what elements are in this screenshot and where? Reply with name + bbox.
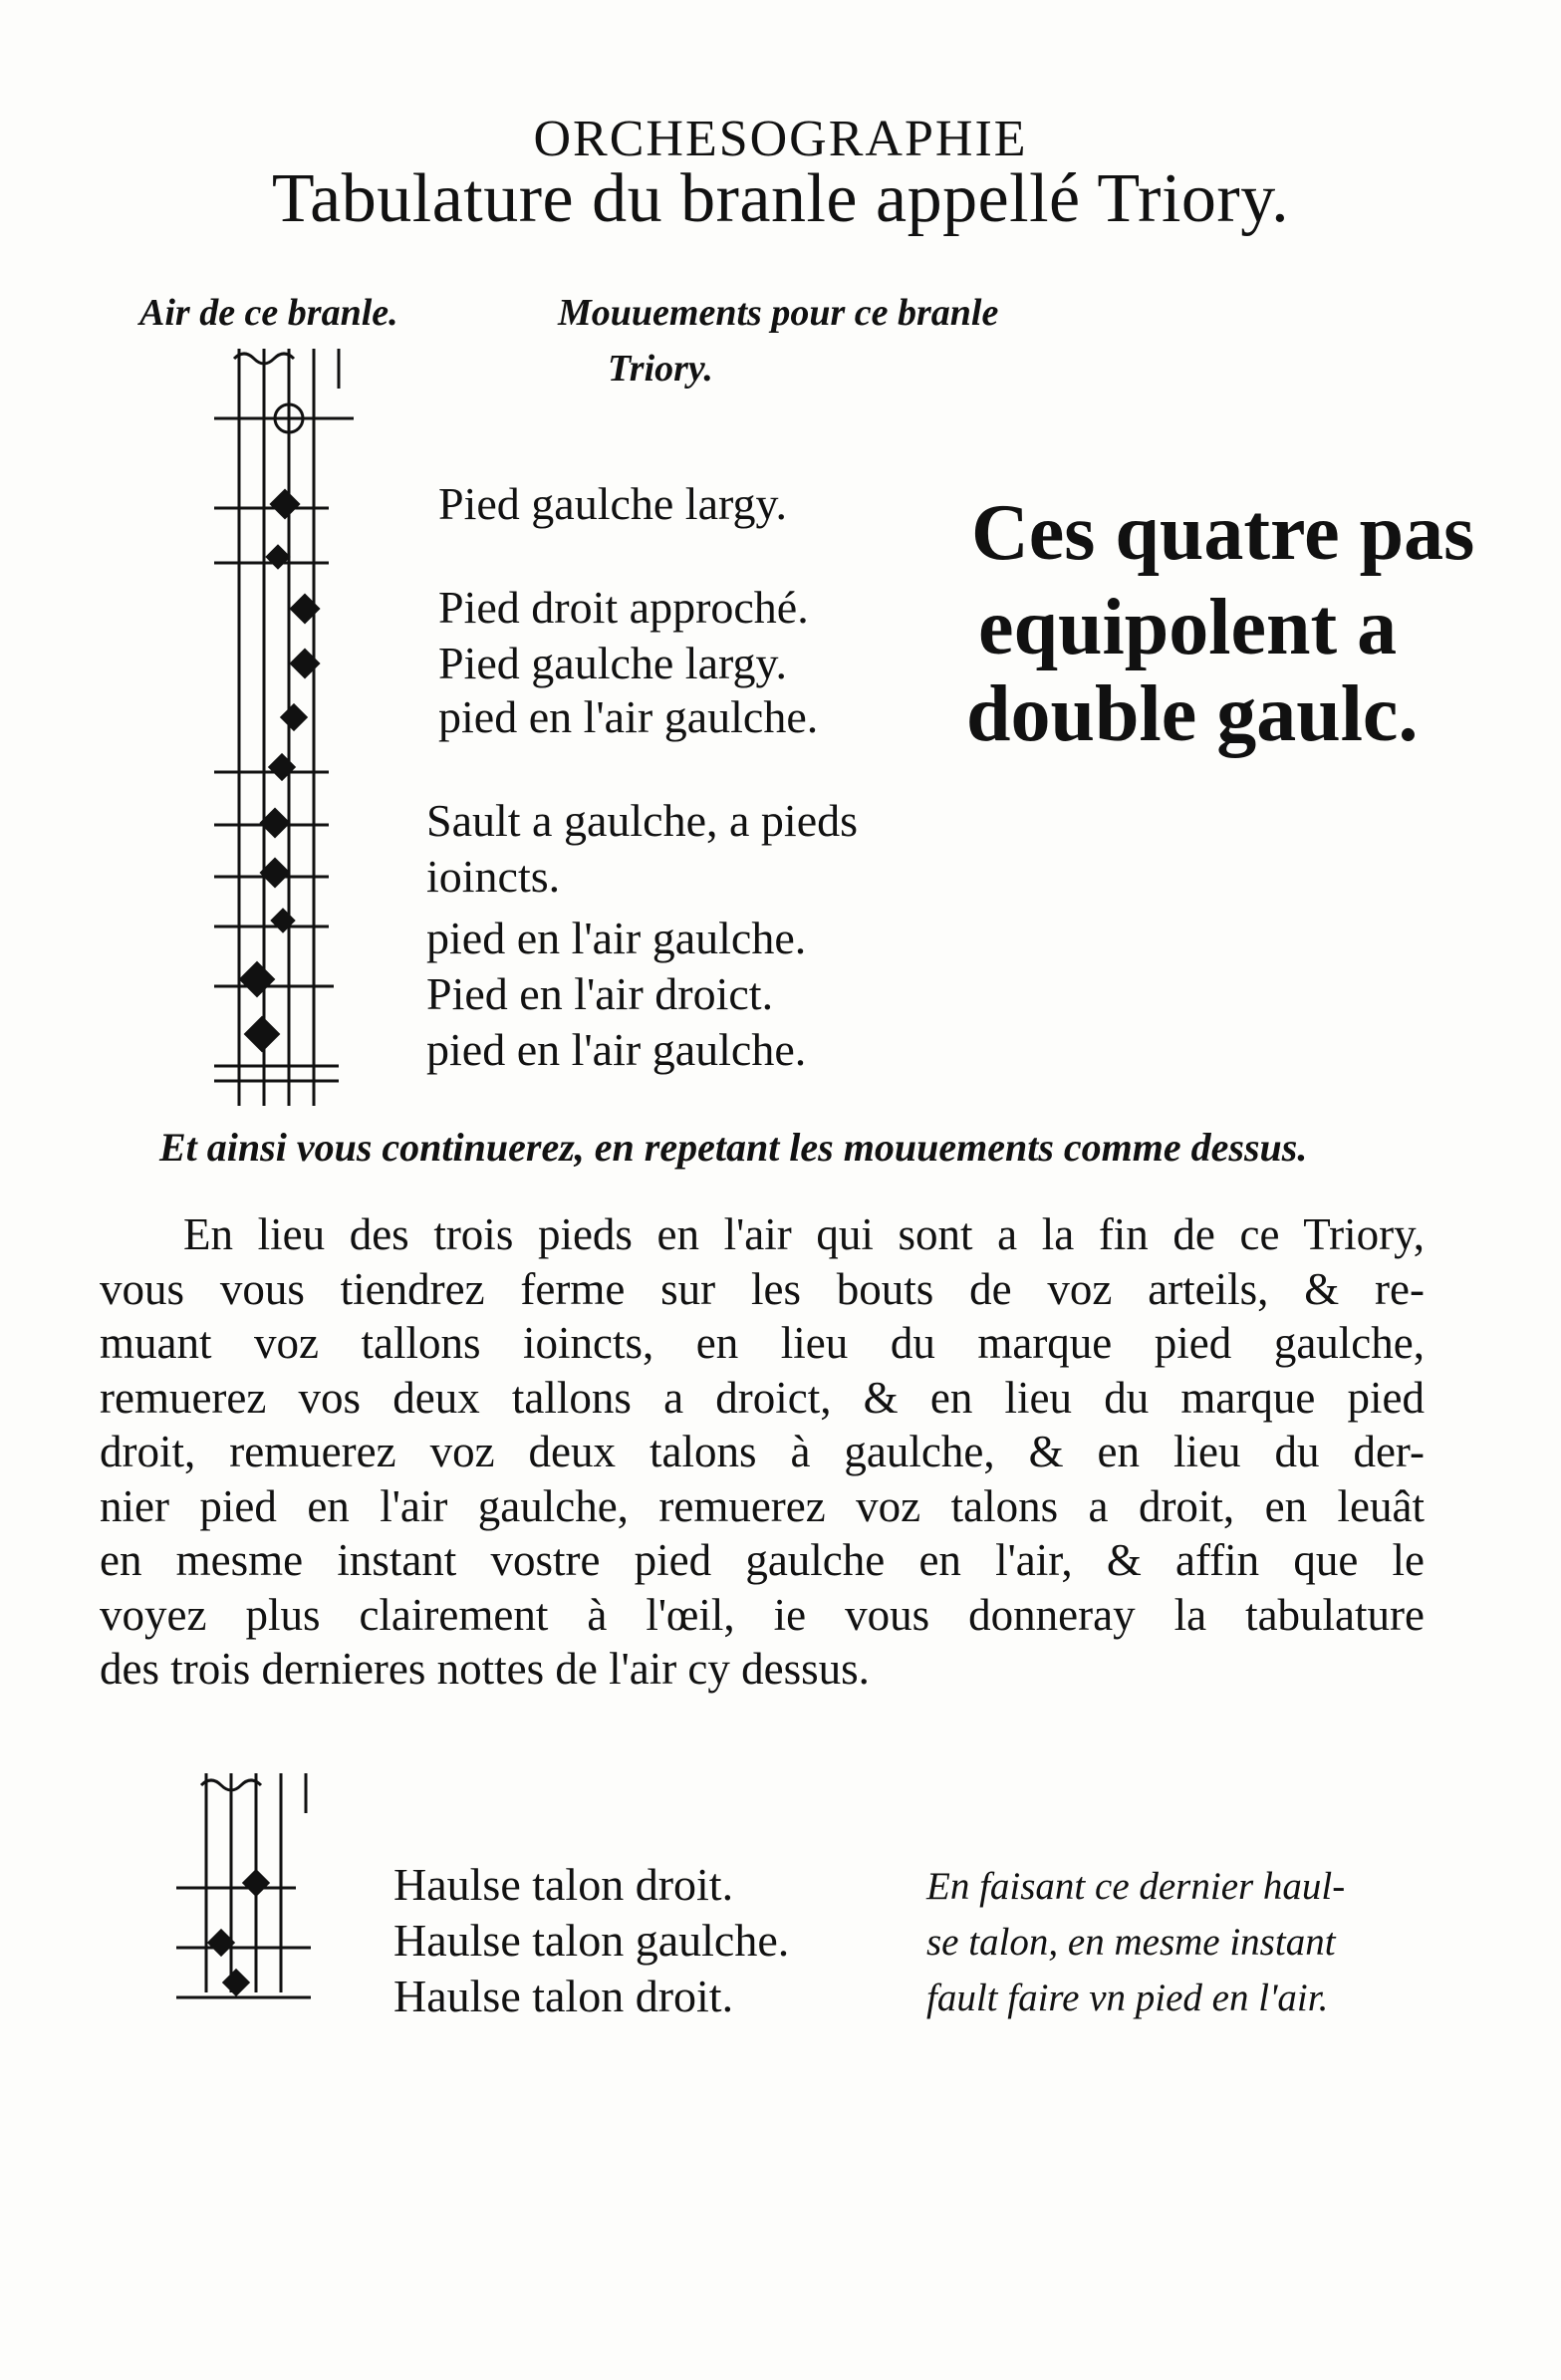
step-5: Sault a gaulche, a pieds — [426, 795, 859, 846]
running-head: ORCHESOGRAPHIE — [533, 111, 1028, 167]
paragraph-line: vous vous tiendrez ferme sur les bouts de voz arteils, & re- — [100, 1263, 1425, 1314]
mouvements-label: Mouuements pour ce branle — [558, 292, 999, 334]
paragraph-line: remuerez vos deux tallons a droict, & en lieu du marque pied — [100, 1372, 1425, 1423]
haulse-step-1: Haulse talon droit. — [393, 1859, 734, 1910]
haulse-step-2: Haulse talon gaulche. — [393, 1915, 790, 1966]
step-9: pied en l'air gaulche. — [426, 1024, 807, 1075]
step-4: pied en l'air gaulche. — [438, 691, 819, 742]
paragraph-line: En lieu des trois pieds en l'air qui sont a la fin de ce Triory, — [183, 1209, 1425, 1259]
step-1: Pied gaulche largy. — [438, 478, 788, 529]
mouvements-label-triory: Triory. — [608, 348, 713, 390]
step-6: ioincts. — [426, 851, 561, 902]
explanation-paragraph — [100, 1207, 1425, 1697]
step-3: Pied gaulche largy. — [438, 638, 788, 688]
air-label: Air de ce branle. — [139, 292, 398, 334]
haulse-note-line-3: fault faire vn pied en l'air. — [926, 1977, 1329, 2019]
paragraph-line: des trois dernieres nottes de l'air cy dessus. — [100, 1644, 870, 1694]
continuation-line: Et ainsi vous continuerez, en repetant les mouuements comme dessus. — [159, 1125, 1308, 1170]
side-note-line-3: double gaulc. — [966, 670, 1419, 758]
step-2: Pied droit approché. — [438, 582, 809, 633]
side-note-line-1: Ces quatre pas — [971, 489, 1475, 577]
page-title: Tabulature du branle appellé Triory. — [271, 160, 1290, 237]
paragraph-line: en mesme instant vostre pied gaulche en l'air, & affin que le — [100, 1535, 1425, 1585]
haulse-note-line-1: En faisant ce dernier haul- — [926, 1865, 1346, 1908]
music-staff-triory — [204, 349, 354, 1136]
step-8: Pied en l'air droict. — [426, 968, 774, 1019]
paragraph-line: droit, remuerez voz deux talons à gaulche, & en lieu du der- — [100, 1427, 1425, 1476]
paragraph-line: nier pied en l'air gaulche, remuerez voz talons a droit, en leuât — [100, 1480, 1425, 1531]
paragraph-line: muant voz tallons ioincts, en lieu du marque pied gaulche, — [100, 1318, 1425, 1368]
step-7: pied en l'air gaulche. — [426, 913, 807, 963]
paragraph-line: voyez plus clairement à l'œil, ie vous donneray la tabulature — [100, 1589, 1425, 1640]
music-staff-haulse — [171, 1773, 321, 2012]
side-note-line-2: equipolent a — [978, 584, 1398, 671]
haulse-step-3: Haulse talon droit. — [393, 1971, 734, 2021]
haulse-note-line-2: se talon, en mesme instant — [926, 1921, 1336, 1964]
